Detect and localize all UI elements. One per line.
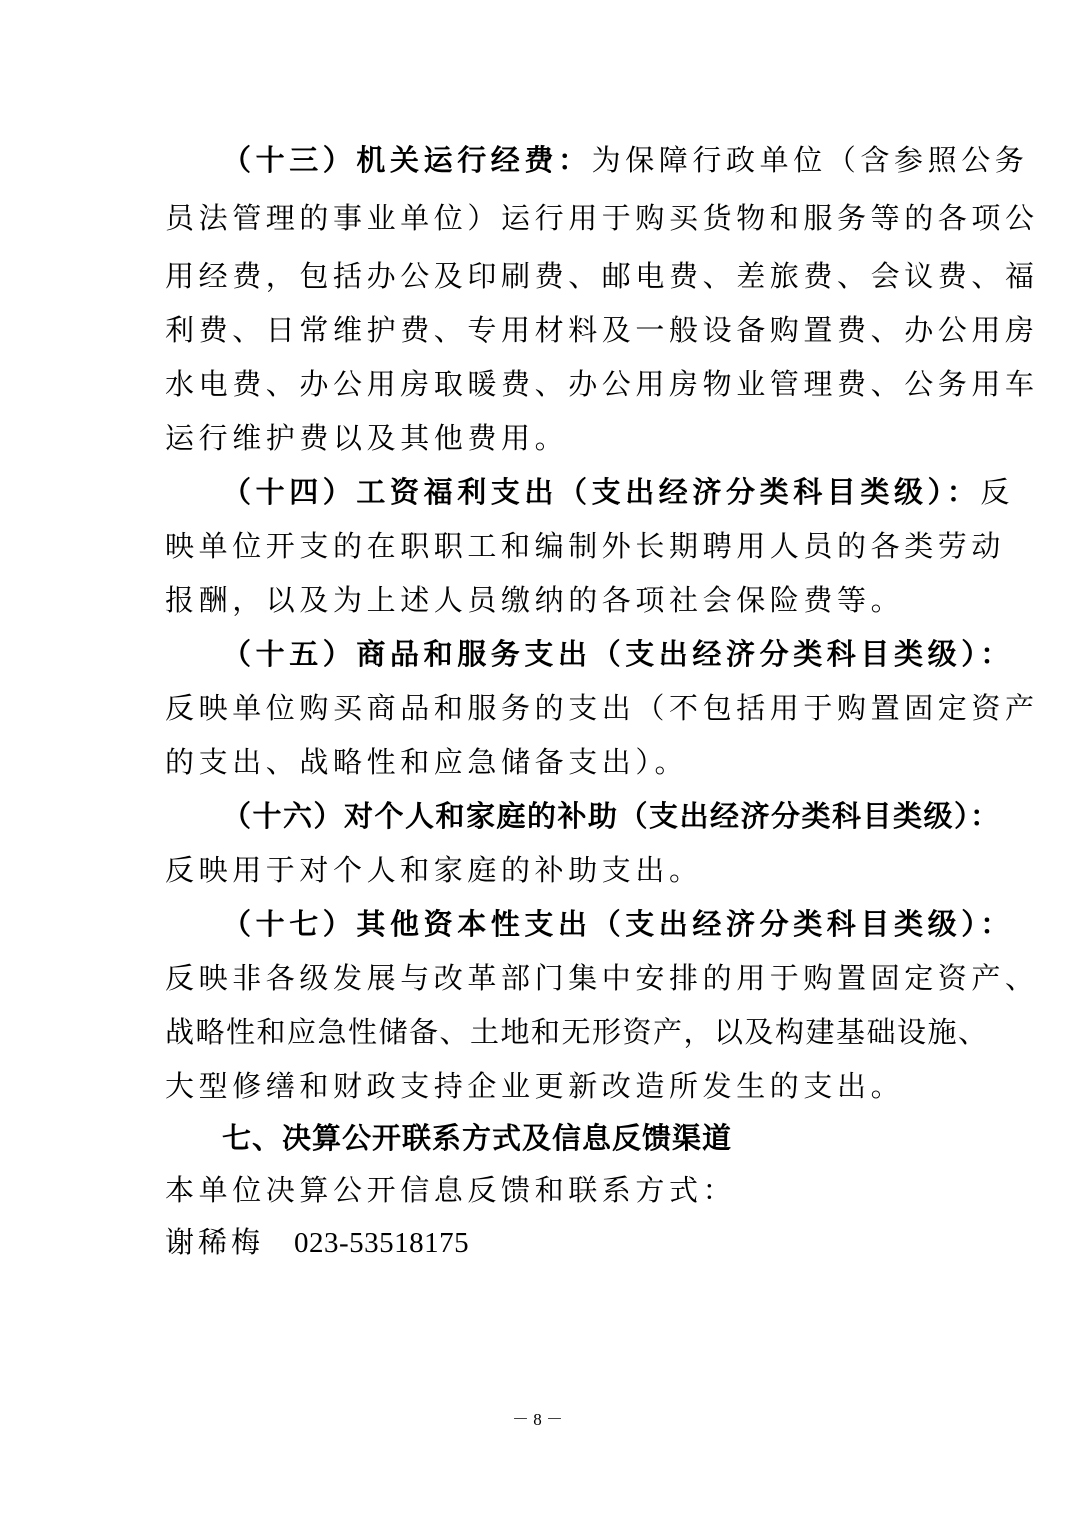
paragraph-16-line-2: 反映用于对个人和家庭的补助支出。 bbox=[165, 853, 703, 887]
paragraph-15-line-3: 的支出、战略性和应急储备支出）。 bbox=[165, 745, 689, 779]
page-number: － 8 － bbox=[512, 1410, 563, 1429]
paragraph-14-text: 反 bbox=[980, 475, 1014, 509]
paragraph-17-title: （十七）其他资本性支出（支出经济分类科目类级）： bbox=[222, 907, 1014, 941]
paragraph-13-line-2: 员法管理的事业单位）运行用于购买货物和服务等的各项公 bbox=[165, 201, 1039, 235]
paragraph-13-line-5: 水电费、办公用房取暖费、办公用房物业管理费、公务用车 bbox=[165, 367, 1039, 401]
paragraph-14-line-1 bbox=[222, 472, 1014, 512]
paragraph-16-title: （十六）对个人和家庭的补助（支出经济分类科目类级）： bbox=[222, 799, 1001, 833]
contact-phone: 023-53518175 bbox=[294, 1227, 470, 1259]
paragraph-17-line-2: 反映非各级发展与改革部门集中安排的用于购置固定资产、 bbox=[165, 961, 1039, 995]
paragraph-15-line-2: 反映单位购买商品和服务的支出（不包括用于购置固定资产 bbox=[165, 691, 1039, 725]
paragraph-13-title: （十三）机关运行经费： bbox=[222, 143, 592, 177]
paragraph-13-line-4: 利费、日常维护费、专用材料及一般设备购置费、办公用房 bbox=[165, 313, 1039, 347]
paragraph-13-text: 为保障行政单位（含参照公务 bbox=[591, 143, 1029, 177]
paragraph-17-line-3: 战略性和应急性储备、土地和无形资产，以及构建基础设施、 bbox=[165, 1015, 989, 1049]
section-7-intro: 本单位决算公开信息反馈和联系方式： bbox=[165, 1173, 737, 1207]
paragraph-17-line-4: 大型修缮和财政支持企业更新改造所发生的支出。 bbox=[165, 1069, 905, 1103]
contact-name: 谢稀梅 bbox=[165, 1225, 265, 1259]
paragraph-14-line-3: 报酬，以及为上述人员缴纳的各项社会保险费等。 bbox=[165, 583, 905, 617]
paragraph-14-line-2: 映单位开支的在职职工和编制外长期聘用人员的各类劳动 bbox=[165, 529, 1006, 563]
paragraph-13-line-6: 运行维护费以及其他费用。 bbox=[165, 421, 569, 455]
paragraph-13-line-1 bbox=[222, 140, 1029, 180]
paragraph-14-title: （十四）工资福利支出（支出经济分类科目类级）： bbox=[222, 475, 981, 509]
contact-line bbox=[165, 1222, 925, 1263]
paragraph-15-title: （十五）商品和服务支出（支出经济分类科目类级）： bbox=[222, 637, 1014, 671]
section-7-heading: 七、决算公开联系方式及信息反馈渠道 bbox=[222, 1121, 733, 1155]
paragraph-13-line-3: 用经费，包括办公及印刷费、邮电费、差旅费、会议费、福 bbox=[165, 259, 1039, 293]
